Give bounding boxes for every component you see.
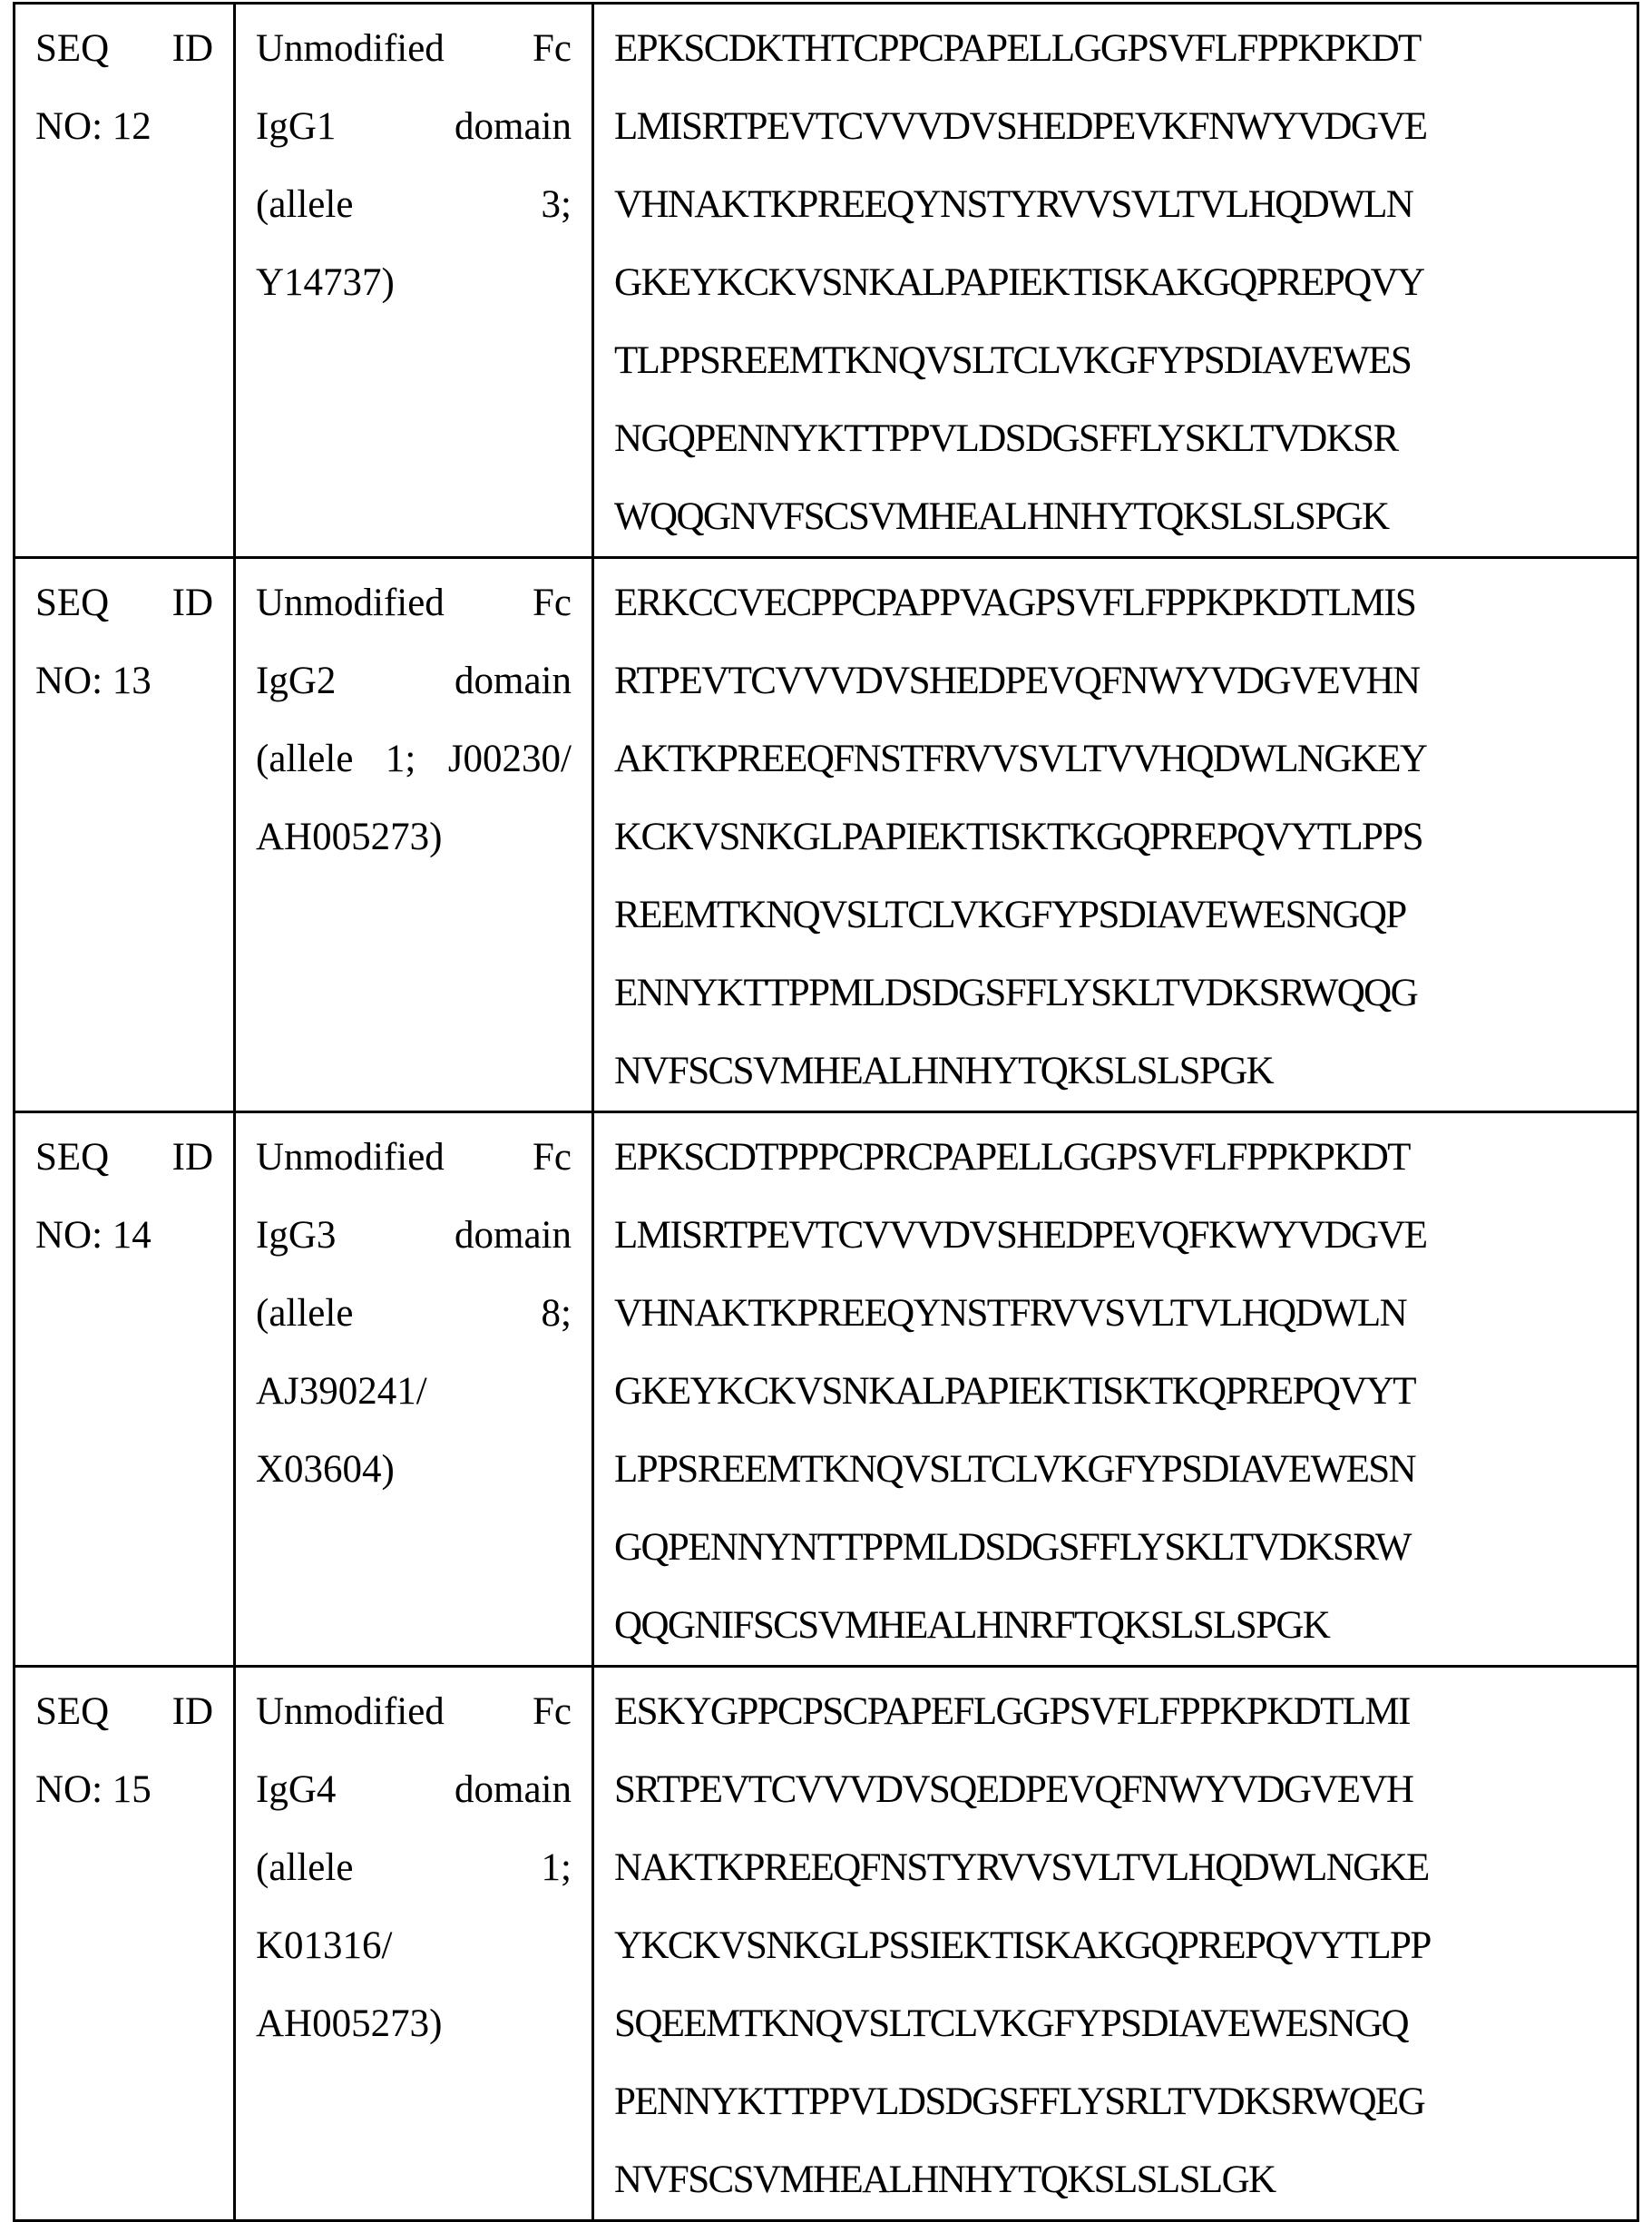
table-row [15,558,1638,1112]
description-line: (allele 3; [256,166,572,244]
sequence-line: EPKSCDTPPPCPRCPAPELLGGPSVFLFPPKPKDT [614,1119,1617,1197]
table-row [15,1112,1638,1667]
sequence-line: NGQPENNYKTTPPVLDSDGSFFLYSKLTVDKSR [614,400,1617,478]
sequence-line: LMISRTPEVTCVVVDVSHEDPEVQFKWYVDGVE [614,1197,1617,1275]
description-cell [235,1112,593,1667]
sequence-line: SRTPEVTCVVVDVSQEDPEVQFNWYVDGVEVH [614,1751,1617,1829]
sequence-cell [593,1112,1638,1667]
description-line: X03604) [256,1431,572,1509]
sequence-line: REEMTKNQVSLTCLVKGFYPSDIAVEWESNGQP [614,876,1617,954]
sequence-line: GQPENNYNTTPPMLDSDGSFFLYSKLTVDKSRW [614,1509,1617,1587]
sequence-line: SQEEMTKNQVSLTCLVKGFYPSDIAVEWESNGQ [614,1985,1617,2063]
seq-id-line: SEQ ID [35,564,213,642]
table-row [15,1667,1638,2221]
sequence-cell [593,558,1638,1112]
sequence-line: WQQGNVFSCSVMHEALHNHYTQKSLSLSPGK [614,478,1617,556]
description-line: IgG3 domain [256,1197,572,1275]
seq-id-line: NO: 12 [35,88,213,166]
table-row [15,4,1638,558]
seq-id-cell [15,4,235,558]
seq-id-cell [15,1667,235,2221]
sequence-line: TLPPSREEMTKNQVSLTCLVKGFYPSDIAVEWES [614,322,1617,400]
sequence-cell [593,4,1638,558]
sequence-line: LMISRTPEVTCVVVDVSHEDPEVKFNWYVDGVE [614,88,1617,166]
seq-id-line: SEQ ID [35,10,213,88]
sequence-line: LPPSREEMTKNQVSLTCLVKGFYPSDIAVEWESN [614,1431,1617,1509]
description-line: Y14737) [256,244,572,322]
description-line: IgG2 domain [256,642,572,720]
seq-id-cell [15,558,235,1112]
seq-id-line: SEQ ID [35,1119,213,1197]
sequence-line: NVFSCSVMHEALHNHYTQKSLSLSLGK [614,2141,1617,2219]
description-line: AH005273) [256,1985,572,2063]
seq-id-line: NO: 14 [35,1197,213,1275]
description-line: IgG1 domain [256,88,572,166]
sequence-cell [593,1667,1638,2221]
description-line: AJ390241/ [256,1353,572,1431]
description-cell [235,4,593,558]
description-cell [235,558,593,1112]
seq-id-line: NO: 15 [35,1751,213,1829]
sequence-line: QQGNIFSCSVMHEALHNRFTQKSLSLSPGK [614,1587,1617,1665]
description-line: Unmodified Fc [256,1673,572,1751]
description-line: Unmodified Fc [256,1119,572,1197]
sequence-line: EPKSCDKTHTCPPCPAPELLGGPSVFLFPPKPKDT [614,10,1617,88]
sequence-line: NVFSCSVMHEALHNHYTQKSLSLSPGK [614,1033,1617,1111]
sequence-table [13,2,1639,2222]
description-line: AH005273) [256,798,572,876]
sequence-line: YKCKVSNKGLPSSIEKTISKAKGQPREPQVYTLPP [614,1907,1617,1985]
sequence-line: NAKTKPREEQFNSTYRVVSVLTVLHQDWLNGKE [614,1829,1617,1907]
sequence-line: ERKCCVECPPCPAPPVAGPSVFLFPPKPKDTLMIS [614,564,1617,642]
seq-id-line: NO: 13 [35,642,213,720]
description-line: Unmodified Fc [256,10,572,88]
description-line: (allele 1; J00230/ [256,720,572,798]
description-cell [235,1667,593,2221]
sequence-line: ENNYKTTPPMLDSDGSFFLYSKLTVDKSRWQQG [614,954,1617,1033]
sequence-line: PENNYKTTPPVLDSDGSFFLYSRLTVDKSRWQEG [614,2063,1617,2141]
sequence-line: VHNAKTKPREEQYNSTYRVVSVLTVLHQDWLN [614,166,1617,244]
description-line: (allele 1; [256,1829,572,1907]
description-line: IgG4 domain [256,1751,572,1829]
seq-id-cell [15,1112,235,1667]
sequence-line: KCKVSNKGLPAPIEKTISKTKGQPREPQVYTLPPS [614,798,1617,876]
sequence-line: RTPEVTCVVVDVSHEDPEVQFNWYVDGVEVHN [614,642,1617,720]
sequence-line: AKTKPREEQFNSTFRVVSVLTVVHQDWLNGKEY [614,720,1617,798]
sequence-line: GKEYKCKVSNKALPAPIEKTISKAKGQPREPQVY [614,244,1617,322]
description-line: Unmodified Fc [256,564,572,642]
sequence-line: ESKYGPPCPSCPAPEFLGGPSVFLFPPKPKDTLMI [614,1673,1617,1751]
sequence-table-body [15,4,1638,2221]
seq-id-line: SEQ ID [35,1673,213,1751]
description-line: (allele 8; [256,1275,572,1353]
sequence-line: VHNAKTKPREEQYNSTFRVVSVLTVLHQDWLN [614,1275,1617,1353]
description-line: K01316/ [256,1907,572,1985]
sequence-line: GKEYKCKVSNKALPAPIEKTISKTKQPREPQVYT [614,1353,1617,1431]
